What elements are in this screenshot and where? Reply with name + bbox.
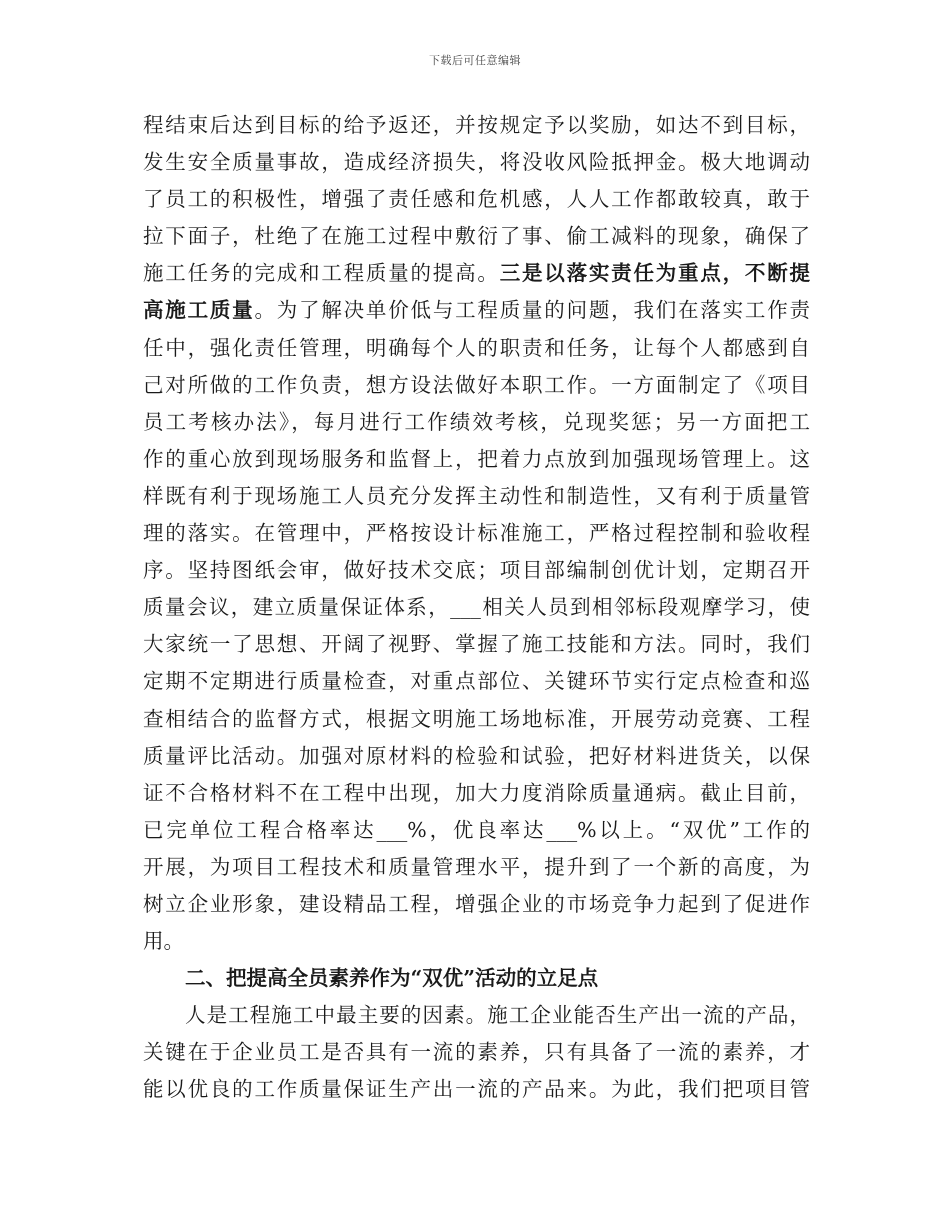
text-line: 程结束后达到目标的给予返还，并按规定予以奖励，如达不到目标， xyxy=(143,113,810,137)
text-line: 理的落实。在管理中，严格按设计标准施工，严格过程控制和验收程 xyxy=(143,521,810,546)
text-line: 了员工的积极性，增强了责任感和危机感，人人工作都敢较真，敢于 xyxy=(143,187,810,212)
document-body xyxy=(143,107,810,1109)
text-line: 能以优良的工作质量保证生产出一流的产品来。为此，我们把项目管 xyxy=(143,1077,810,1102)
text-line: 己对所做的工作负责，想方设法做好本职工作。一方面制定了《项目 xyxy=(143,372,810,397)
text-run: 。为了解决单价低与工程质量的问题，我们在落实工作责 xyxy=(254,298,810,323)
text-line: 树立企业形象，建设精品工程，增强企业的市场竞争力起到了促进作 xyxy=(143,891,810,916)
text-run: 施工任务的完成和工程质量的提高。 xyxy=(143,261,500,286)
page-header-note: 下载后可任意编辑 xyxy=(429,54,521,67)
bold-text-run: 高施工质量 xyxy=(143,298,255,323)
text-line: 发生安全质量事故，造成经济损失，将没收风险抵押金。极大地调动 xyxy=(143,150,810,175)
text-line: 作的重心放到现场服务和监督上，把着力点放到加强现场管理上。这 xyxy=(143,446,810,471)
section-heading: 二、把提高全员素养作为“双优”活动的立足点 xyxy=(185,966,599,991)
text-line: 质量会议，建立质量保证体系，___相关人员到相邻标段观摩学习，使 xyxy=(143,595,810,620)
text-line: 人是工程施工中最主要的因素。施工企业能否生产出一流的产品， xyxy=(185,1003,810,1028)
text-line xyxy=(143,255,810,292)
text-line: 序。坚持图纸会审，做好技术交底；项目部编制创优计划，定期召开 xyxy=(143,558,810,583)
text-line xyxy=(143,292,810,329)
text-line: 员工考核办法》，每月进行工作绩效考核，兑现奖惩；另一方面把工 xyxy=(143,409,810,434)
text-line: 定期不定期进行质量检查，对重点部位、关键环节实行定点检查和巡 xyxy=(143,669,810,694)
text-line: 用。 xyxy=(143,929,184,954)
text-line: 任中，强化责任管理，明确每个人的职责和任务，让每个人都感到自 xyxy=(143,335,810,360)
text-line: 查相结合的监督方式，根据文明施工场地标准，开展劳动竞赛、工程 xyxy=(143,706,810,731)
text-line: 样既有利于现场施工人员充分发挥主动性和制造性，又有利于质量管 xyxy=(143,483,810,508)
text-line: 已完单位工程合格率达___%，优良率达___%以上。“双优”工作的 xyxy=(143,817,810,842)
text-line: 质量评比活动。加强对原材料的检验和试验，把好材料进货关，以保 xyxy=(143,743,810,768)
bold-text-run: 三是以落实责任为重点，不断提 xyxy=(499,261,810,286)
text-line: 拉下面子，杜绝了在施工过程中敷衍了事、偷工减料的现象，确保了 xyxy=(143,224,810,249)
text-line: 关键在于企业员工是否具有一流的素养，只有具备了一流的素养，才 xyxy=(143,1040,810,1065)
text-line: 开展，为项目工程技术和质量管理水平，提升到了一个新的高度，为 xyxy=(143,854,810,879)
text-line: 证不合格材料不在工程中出现，加大力度消除质量通病。截止目前， xyxy=(143,780,810,805)
text-line: 大家统一了思想、开阔了视野、掌握了施工技能和方法。同时，我们 xyxy=(143,632,810,657)
